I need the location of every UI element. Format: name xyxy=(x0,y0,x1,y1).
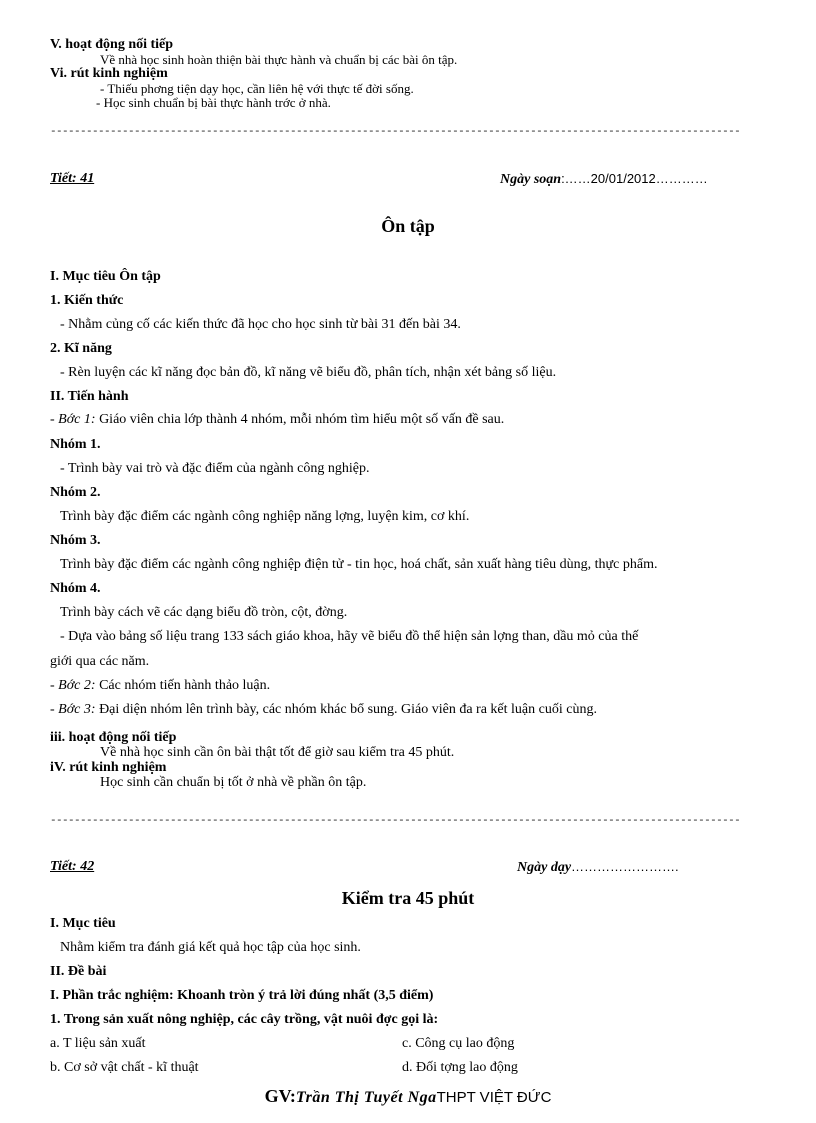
lesson41-iii-heading: iii. hoạt động nối tiếp xyxy=(50,730,177,745)
lesson42-trac-nghiem: I. Phần trắc nghiệm: Khoanh tròn ý trả lời đúng nhất (3,5 điểm) xyxy=(50,988,434,1003)
lesson41-ngay-soan xyxy=(500,172,708,187)
section-vi-line-1: - Thiếu phơng tiện dạy học, cần liên hệ với thực tế đời sống. xyxy=(100,81,414,96)
buoc-3-text: Đại diện nhóm lên trình bày, các nhóm khác bổ sung. Giáo viên đa ra kết luận cuối cùng. xyxy=(99,702,597,717)
lesson41-nhom-4-line-3: giới qua các năm. xyxy=(50,654,150,669)
buoc-1-text: Giáo viên chia lớp thành 4 nhóm, mỗi nhóm tìm hiểu một số vấn đề sau. xyxy=(99,412,505,427)
question-1-option-a: a. T liệu sản xuất xyxy=(50,1036,146,1051)
question-1-option-b: b. Cơ sở vật chất - kĩ thuật xyxy=(50,1060,199,1075)
lesson41-buoc-3 xyxy=(50,703,597,717)
buoc-3-label: - Bớc 3: xyxy=(50,702,96,717)
lesson41-ki-nang-line: - Rèn luyện các kĩ năng đọc bản đồ, kĩ năng vẽ biểu đồ, phân tích, nhận xét bảng số liệu. xyxy=(60,365,557,380)
lesson41-nhom-3: Nhóm 3. xyxy=(50,533,101,548)
section-v-line: Về nhà học sinh hoàn thiện bài thực hành và chuẩn bị các bài ôn tập. xyxy=(100,52,458,67)
lesson41-nhom-4-line-2: - Dựa vào bảng số liệu trang 133 sách giáo khoa, hãy vẽ biểu đồ thể hiện sản lợng than, dầu mỏ của thế xyxy=(60,629,639,644)
lesson42-muc-tieu-line: Nhằm kiểm tra đánh giá kết quả học tập của học sinh. xyxy=(60,940,361,955)
lesson41-buoc-1 xyxy=(50,413,504,427)
lesson41-kien-thuc-line: - Nhằm củng cố các kiến thức đã học cho học sinh từ bài 31 đến bài 34. xyxy=(60,317,461,332)
lesson41-nhom-4: Nhóm 4. xyxy=(50,581,101,596)
footer-gv-label: GV: xyxy=(264,1086,296,1106)
lesson41-nhom-2: Nhóm 2. xyxy=(50,485,101,500)
lesson41-iii-line: Về nhà học sinh cần ôn bài thật tốt để giờ sau kiểm tra 45 phút. xyxy=(100,745,455,760)
lesson41-nhom-1: Nhóm 1. xyxy=(50,437,101,452)
ngay-day-label: Ngày dạy xyxy=(517,860,572,875)
footer-teacher-name: Trần Thị Tuyết Nga xyxy=(295,1089,437,1106)
lesson41-nhom-4-line-1: Trình bày cách vẽ các dạng biểu đồ tròn, cột, đờng. xyxy=(60,605,348,620)
ngay-soan-label: Ngày soạn xyxy=(500,172,562,187)
lesson42-muc-tieu: I. Mục tiêu xyxy=(50,916,116,931)
lesson41-nhom-2-line: Trình bày đặc điểm các ngành công nghiệp năng lợng, luyện kim, cơ khí. xyxy=(60,509,470,524)
ngay-soan-value: :……20/01/2012………… xyxy=(561,171,708,186)
lesson41-iv-heading: iV. rút kinh nghiệm xyxy=(50,760,167,775)
lesson42-ngay-day xyxy=(517,860,679,875)
lesson41-title: Ôn tập xyxy=(381,216,435,236)
footer-school-name: THPT VIỆT ĐỨC xyxy=(436,1089,552,1106)
separator-1: ------------------------------------------------------------------------------------------------------------------- xyxy=(50,126,741,138)
lesson42-tiet: Tiết: 42 xyxy=(50,859,95,874)
lesson41-nhom-1-line: - Trình bày vai trò và đặc điểm của ngành công nghiệp. xyxy=(60,461,370,476)
page-footer xyxy=(0,1086,816,1107)
lesson41-tien-hanh: II. Tiến hành xyxy=(50,389,129,404)
lesson42-title: Kiểm tra 45 phút xyxy=(341,888,475,908)
lesson41-iv-line: Học sinh cần chuẩn bị tốt ở nhà về phần ôn tập. xyxy=(100,775,367,790)
buoc-1-label: - Bớc 1: xyxy=(50,412,96,427)
lesson41-muc-tieu: I. Mục tiêu Ôn tập xyxy=(50,269,161,284)
question-1-option-c: c. Công cụ lao động xyxy=(402,1036,515,1051)
ngay-day-value: ……………………. xyxy=(571,859,679,874)
question-1-option-d: d. Đối tợng lao động xyxy=(402,1060,518,1075)
buoc-2-text: Các nhóm tiến hành thảo luận. xyxy=(99,678,271,693)
lesson41-nhom-3-line: Trình bày đặc điểm các ngành công nghiệp điện tử - tin học, hoá chất, sản xuất hàng tiêu dùng, thực phẩm. xyxy=(60,557,658,572)
separator-2: ------------------------------------------------------------------------------------------------------------------- xyxy=(50,815,741,827)
section-v-heading: V. hoạt động nối tiếp xyxy=(50,37,174,52)
lesson42-de-bai: II. Đề bài xyxy=(50,964,107,979)
lesson42-question-1: 1. Trong sản xuất nông nghiệp, các cây trồng, vật nuôi đợc gọi là: xyxy=(50,1012,439,1027)
lesson41-buoc-2 xyxy=(50,679,270,693)
section-vi-heading: Vi. rút kinh nghiệm xyxy=(50,66,168,81)
buoc-2-label: - Bớc 2: xyxy=(50,678,96,693)
lesson41-ki-nang: 2. Kĩ năng xyxy=(50,341,112,356)
lesson41-kien-thuc: 1. Kiến thức xyxy=(50,293,124,308)
section-vi-line-2: - Học sinh chuẩn bị bài thực hành trớc ở nhà. xyxy=(96,95,331,110)
lesson41-tiet: Tiết: 41 xyxy=(50,171,95,186)
